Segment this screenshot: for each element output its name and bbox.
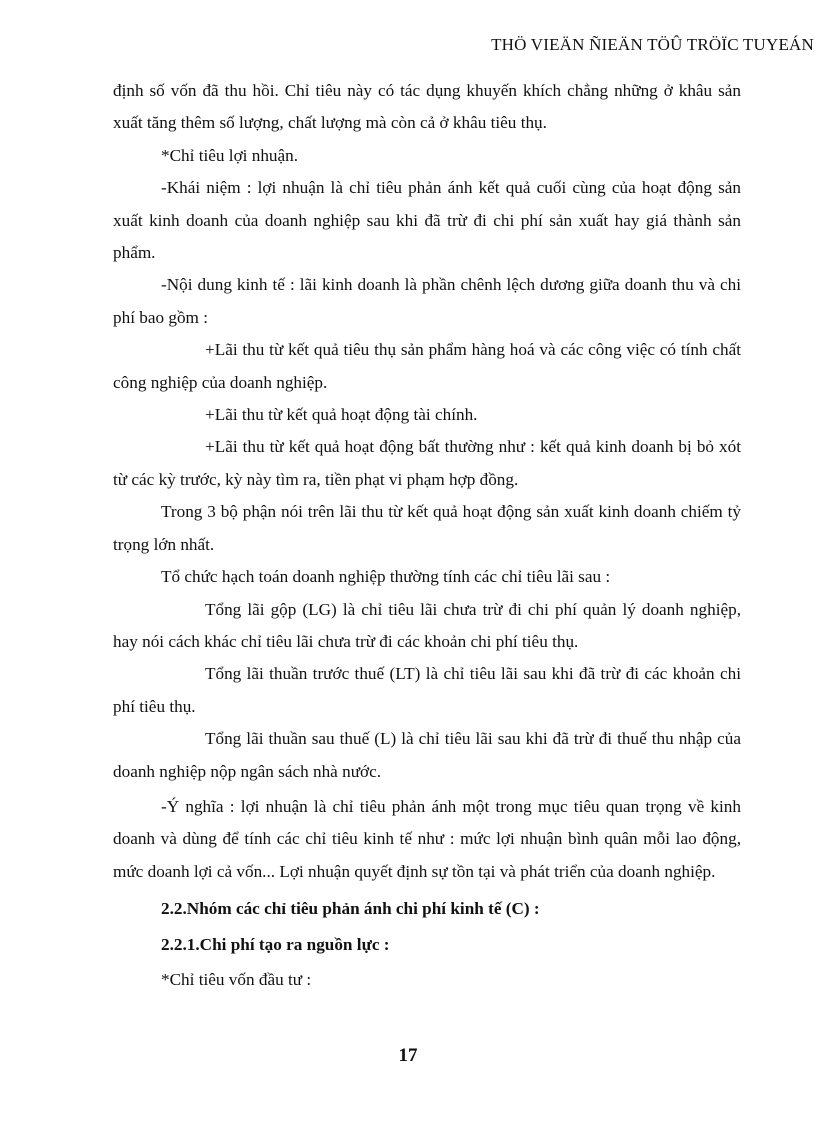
paragraph-three-parts: Trong 3 bộ phận nói trên lãi thu từ kết quả hoạt động sản xuất kinh doanh chiếm tỷ trọng lớn nhất. [113, 502, 741, 554]
paragraph-profit-sales: +Lãi thu từ kết quả tiêu thụ sản phẩm hàng hoá và các công việc có tính chất công nghiệp của doanh nghiệp. [113, 340, 741, 392]
paragraph-gross-profit: Tổng lãi gộp (LG) là chỉ tiêu lãi chưa trừ đi chi phí quản lý doanh nghiệp, hay nói cách khác chỉ tiêu lãi chưa trừ đi các khoản chi phí tiêu thụ. [113, 599, 741, 651]
heading-2-2: 2.2.Nhóm các chỉ tiêu phản ánh chi phí kinh tế (C) : [161, 899, 540, 919]
page-header: THÖ VIEÄN ÑIEÄN TÖÛ TRÖÏC TUYEÁN [491, 35, 814, 54]
paragraph-aftertax-profit: Tổng lãi thuần sau thuế (L) là chỉ tiêu lãi sau khi đã trừ đi thuế thu nhập của doanh nghiệp nộp ngân sách nhà nước. [113, 729, 741, 781]
page-number: 17 [398, 1045, 418, 1066]
paragraph-investment-capital: *Chỉ tiêu vốn đầu tư : [161, 969, 312, 989]
paragraph-profit-financial: +Lãi thu từ kết quả hoạt động tài chính. [205, 405, 478, 425]
paragraph-profit-indicator: *Chỉ tiêu lợi nhuận. [161, 145, 299, 165]
paragraph-accounting: Tổ chức hạch toán doanh nghiệp thường tính các chỉ tiêu lãi sau : [161, 567, 611, 587]
paragraph-profit-irregular: +Lãi thu từ kết quả hoạt động bất thường như : kết quả kinh doanh bị bỏ xót từ các kỳ trước, kỳ này tìm ra, tiền phạt vi phạm hợp đồng. [113, 437, 741, 489]
paragraph-concept: -Khái niệm : lợi nhuận là chỉ tiêu phản ánh kết quả cuối cùng của hoạt động sản xuất kinh doanh của doanh nghiệp sau khi đã trừ đi chi phí sản xuất hay giá thành sản phẩm. [113, 178, 741, 263]
paragraph-pretax-profit: Tổng lãi thuần trước thuế (LT) là chỉ tiêu lãi sau khi đã trừ đi các khoản chi phí tiêu thụ. [113, 664, 741, 716]
paragraph-economic-content: -Nội dung kinh tế : lãi kinh doanh là phần chênh lệch dương giữa doanh thu và chi phí bao gồm : [113, 275, 741, 327]
heading-2-2-1: 2.2.1.Chi phí tạo ra nguồn lực : [161, 934, 390, 954]
paragraph-meaning: -Ý nghĩa : lợi nhuận là chỉ tiêu phản ánh một trong mục tiêu quan trọng về kinh doanh và dùng để tính các chỉ tiêu kinh tế như : mức lợi nhuận bình quân mỗi lao động, mức doanh lợi cả vốn... Lợi nhuận quyết định sự tồn tại và phát triển của doanh nghiệp. [113, 796, 741, 881]
paragraph-continuation: định số vốn đã thu hồi. Chỉ tiêu này có tác dụng khuyến khích chẳng những ở khâu sản xuất tăng thêm số lượng, chất lượng mà còn cả ở khâu tiêu thụ. [113, 81, 741, 133]
document-body [113, 75, 741, 996]
